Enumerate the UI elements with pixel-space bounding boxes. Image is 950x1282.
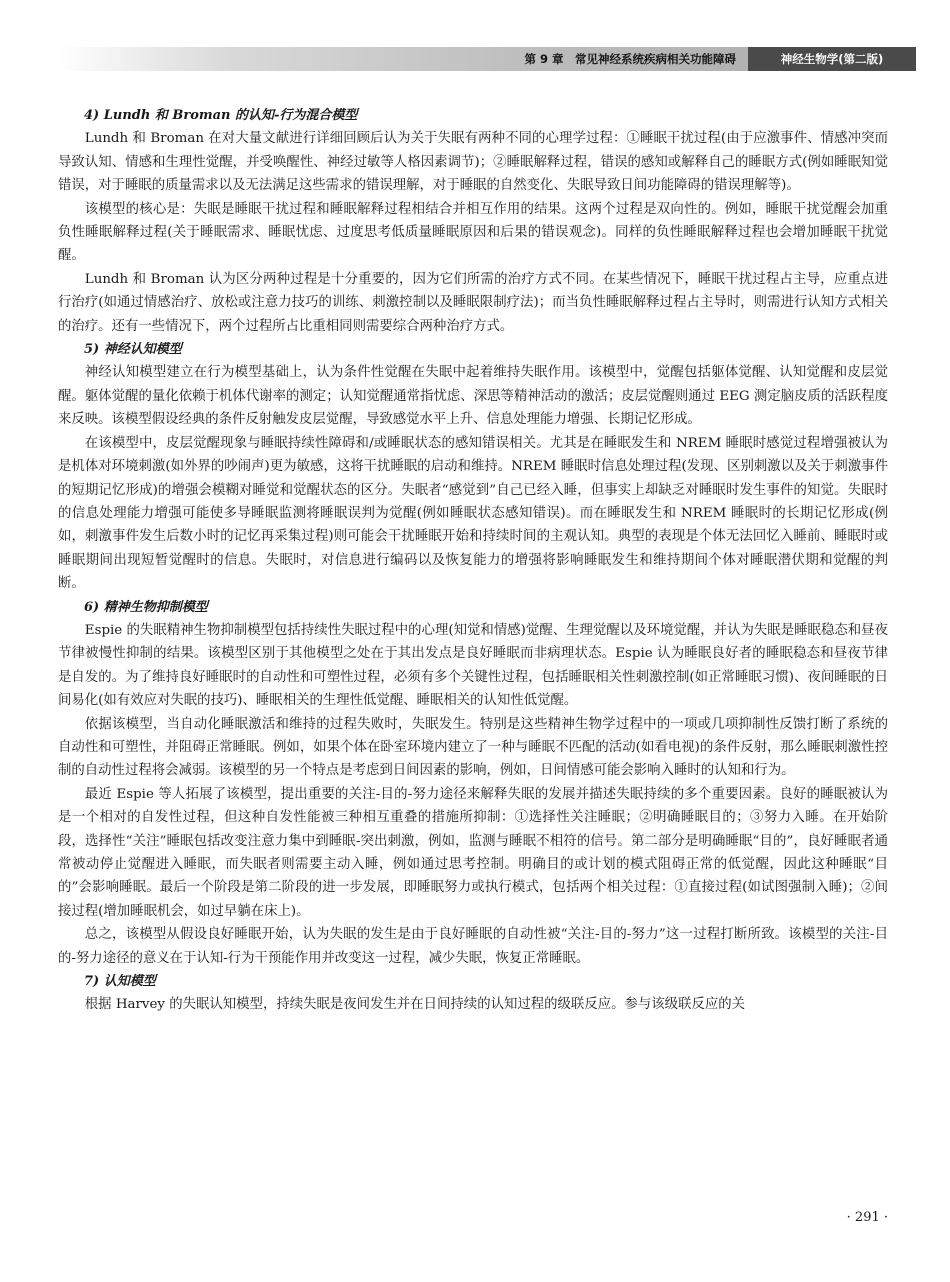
paragraph: 最近 Espie 等人拓展了该模型，提出重要的关注-目的-努力途径来解释失眠的发展并描述失眠持续的多个重要因素。良好的睡眠被认为是一个相对的自发性过程，但这种自发性能被三种相互重叠的措施所抑制：①选择性关注睡眠；②明确睡眠目的；③努力入睡。在开始阶段，选择性“关注”睡眠包括改变注意力集中到睡眠-突出刺激，例如，监测与睡眠不相符的信号。第二部分是明确睡眠“目的”，良好睡眠者通常被动停止觉醒进入睡眠，而失眠者则需要主动入睡，例如通过思考控制。明确目的或计划的模式阻碍正常的低觉醒，因此这种睡眠“目的”会影响睡眠。最后一个阶段是第二阶段的进一步发展，即睡眠努力或执行模式，包括两个相关过程：①直接过程(如试图强制入睡)；②间接过程(增加睡眠机会，如过早躺在床上)。: [58, 786, 888, 919]
book-title: 神经生物学(第二版): [748, 47, 916, 71]
section-heading: 4) Lundh 和 Broman 的认知-行为混合模型: [84, 108, 358, 123]
page-body: [58, 104, 888, 1017]
paragraph: 该模型的核心是：失眠是睡眠干扰过程和睡眠解释过程相结合并相互作用的结果。这两个过程是双向性的。例如，睡眠干扰觉醒会加重负性睡眠解释过程(关于睡眠需求、睡眠忧虑、过度思考低质量睡眠原因和后果的错误观念)。同样的负性睡眠解释过程也会增加睡眠干扰觉醒。: [58, 201, 888, 264]
running-header: [58, 47, 916, 71]
paragraph: Espie 的失眠精神生物抑制模型包括持续性失眠过程中的心理(知觉和情感)觉醒、生理觉醒以及环境觉醒，并认为失眠是睡眠稳态和昼夜节律被慢性抑制的结果。该模型区别于其他模型之处在于其出发点是良好睡眠而非病理状态。Espie 认为睡眠良好者的睡眠稳态和昼夜节律是自发的。为了维持良好睡眠时的自动性和可塑性过程，必须有多个关键性过程，包括睡眠相关性刺激控制(如正常睡眠习惯)、夜间睡眠的日间易化(如有效应对失眠的技巧)、睡眠相关的生理性低觉醒、睡眠相关的认知性低觉醒。: [58, 622, 888, 709]
section-heading: 7) 认知模型: [84, 974, 156, 990]
paragraph: Lundh 和 Broman 认为区分两种过程是十分重要的，因为它们所需的治疗方式不同。在某些情况下，睡眠干扰过程占主导，应重点进行治疗(如通过情感治疗、放松或注意力技巧的训练、刺激控制以及睡眠限制疗法)；而当负性睡眠解释过程占主导时，则需进行认知方式相关的治疗。还有一些情况下，两个过程所占比重相同则需要综合两种治疗方式。: [58, 271, 888, 334]
paragraph: 总之，该模型从假设良好睡眠开始，认为失眠的发生是由于良好睡眠的自动性被“关注-目的-努力”这一过程打断所致。该模型的关注-目的-努力途径的意义在于认知-行为干预能作用并改变这一过程，减少失眠，恢复正常睡眠。: [58, 927, 888, 966]
page-number: · 291 ·: [846, 1210, 888, 1225]
paragraph: 根据 Harvey 的失眠认知模型，持续失眠是夜间发生并在日间持续的认知过程的级联反应。参与该级联反应的关: [84, 997, 746, 1013]
paragraph: 在该模型中，皮层觉醒现象与睡眠持续性障碍和/或睡眠状态的感知错误相关。尤其是在睡眠发生和 NREM 睡眠时感觉过程增强被认为是机体对环境刺激(如外界的吵闹声)更为敏感，这将干扰睡眠的启动和维持。NREM 睡眠时信息处理过程(发现、区别刺激以及关于刺激事件的短期记忆形成)的增强会模糊对睡觉和觉醒状态的区分。失眠者“感觉到”自己已经入睡，但事实上却缺乏对睡眠时发生事件的知觉。失眠时的信息处理能力增强可能使多导睡眠监测将睡眠误判为觉醒(例如睡眠状态感知错误)。而在睡眠发生和 NREM 睡眠时的长期记忆形成(例如，刺激事件发生后数小时的记忆再采集过程)则可能会干扰睡眠开始和持续时间的主观认知。典型的表现是个体无法回忆入睡前、睡眠时或睡眠期间出现短暂觉醒时的信息。失眠时，对信息进行编码以及恢复能力的增强将影响睡眠发生和维持期间个体对睡眠潜伏期和觉醒的判断。: [58, 435, 888, 592]
paragraph: 依据该模型，当自动化睡眠激活和维持的过程失败时，失眠发生。特别是这些精神生物学过程中的一项或几项抑制性反馈打断了系统的自动性和可塑性，并阻碍正常睡眠。例如，如果个体在卧室环境内建立了一种与睡眠不匹配的活动(如看电视)的条件反射，那么睡眠刺激性控制的自动性过程将会减弱。该模型的另一个特点是考虑到日间因素的影响，例如，日间情感可能会影响入睡时的认知和行为。: [58, 716, 888, 779]
paragraph: 神经认知模型建立在行为模型基础上，认为条件性觉醒在失眠中起着维持失眠作用。该模型中，觉醒包括躯体觉醒、认知觉醒和皮层觉醒。躯体觉醒的量化依赖于机体代谢率的测定；认知觉醒通常指忧虑、深思等精神活动的激活；皮层觉醒则通过 EEG 测定脑皮质的活跃程度来反映。该模型假设经典的条件反射触发皮层觉醒，导致感觉水平上升、信息处理能力增强、长期记忆形成。: [58, 365, 888, 428]
section-heading: 6) 精神生物抑制模型: [84, 599, 208, 615]
section-heading: 5) 神经认知模型: [84, 342, 182, 358]
chapter-title: 第 9 章 常见神经系统疾病相关功能障碍: [524, 52, 736, 66]
paragraph: Lundh 和 Broman 在对大量文献进行详细回顾后认为关于失眠有两种不同的心理学过程：①睡眠干扰过程(由于应激事件、情感冲突而导致认知、情感和生理性觉醒，并受唤醒性、神经过敏等人格因素调节)；②睡眠解释过程，错误的感知或解释自己的睡眠方式(例如睡眠知觉错误，对于睡眠的质量需求以及无法满足这些需求的错误理解，对于睡眠的自然变化、失眠导致日间功能障碍的错误理解等)。: [58, 131, 888, 194]
